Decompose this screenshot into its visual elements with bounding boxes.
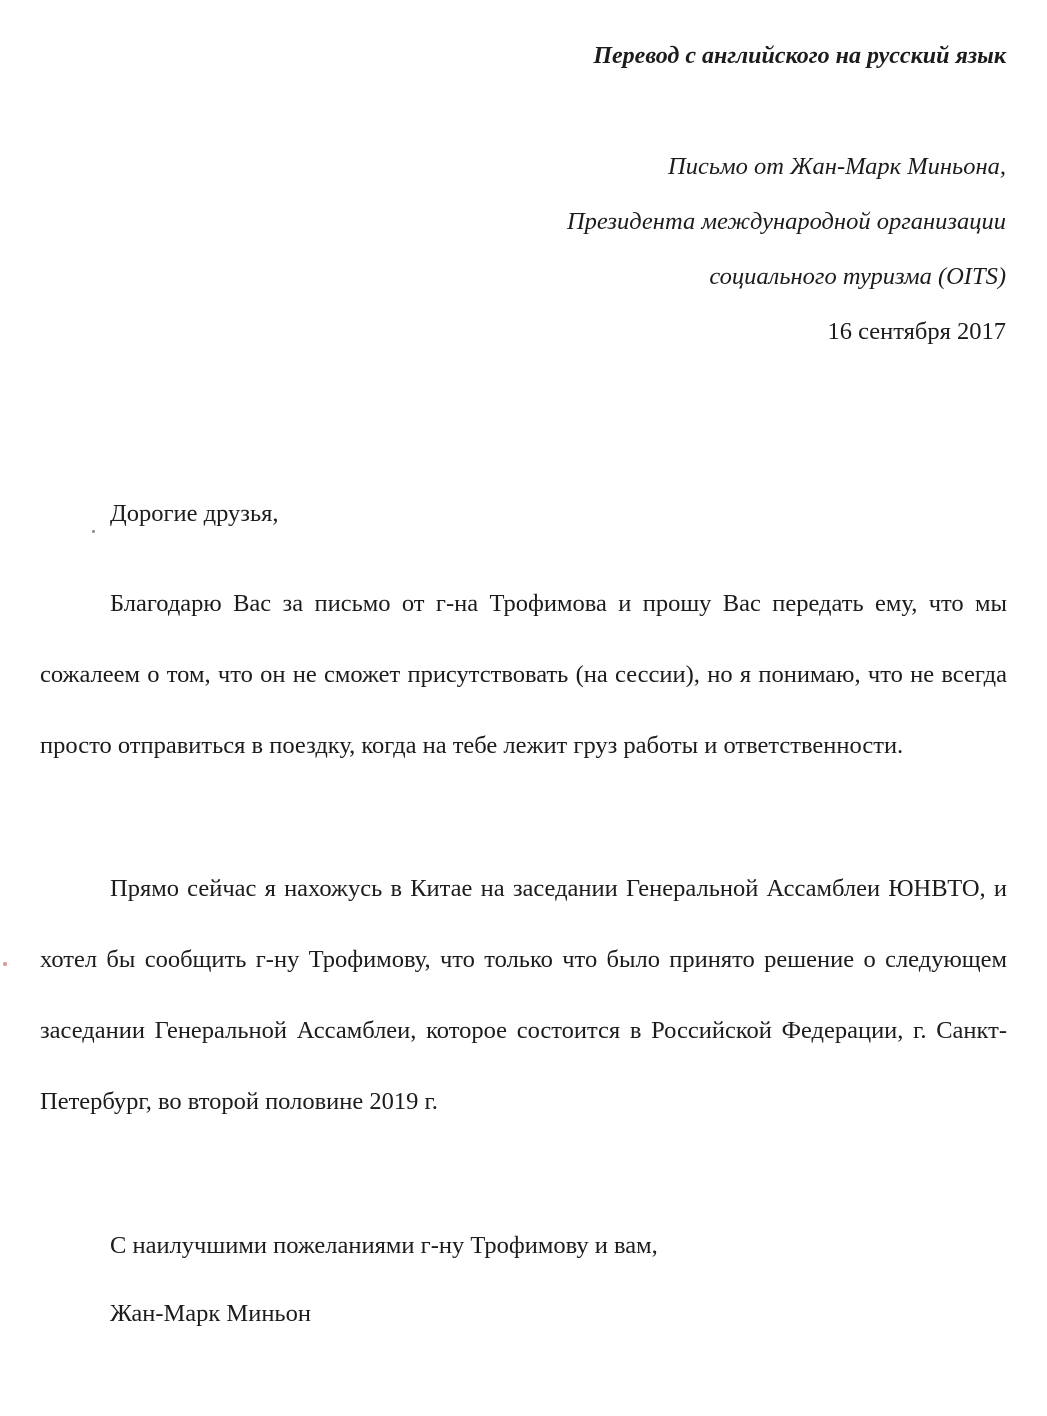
sender-line-1: Письмо от Жан-Марк Миньона,: [668, 153, 1006, 180]
body-paragraph-1: Благодарю Вас за письмо от г-на Трофимова и прошу Вас передать ему, что мы сожалеем о том, что он не сможет присутствовать (на сессии), но я понимаю, что не всегда просто отправиться в поездку, когда на тебе лежит груз работы и ответственности.: [40, 590, 1007, 759]
sender-line-3: социального туризма (OITS): [709, 263, 1006, 290]
signature-name: Жан-Марк Миньон: [110, 1300, 311, 1327]
closing-line: С наилучшими пожеланиями г-ну Трофимову и вам,: [110, 1232, 658, 1259]
translation-header: Перевод с английского на русский язык: [593, 43, 1006, 69]
letter-date: 16 сентября 2017: [827, 318, 1006, 345]
scan-speck-red: [3, 962, 7, 966]
greeting: Дорогие друзья,: [110, 500, 279, 527]
sender-line-2: Президента международной организации: [566, 208, 1006, 235]
body-paragraph-2: Прямо сейчас я нахожусь в Китае на заседании Генеральной Ассамблеи ЮНВТО, и хотел бы сообщить г-ну Трофимову, что только что было принято решение о следующем заседании Генеральной Ассамблеи, которое состоится в Российской Федерации, г. Санкт-Петербург, во второй половине 2019 г.: [40, 875, 1007, 1115]
scan-speck: [92, 530, 95, 533]
